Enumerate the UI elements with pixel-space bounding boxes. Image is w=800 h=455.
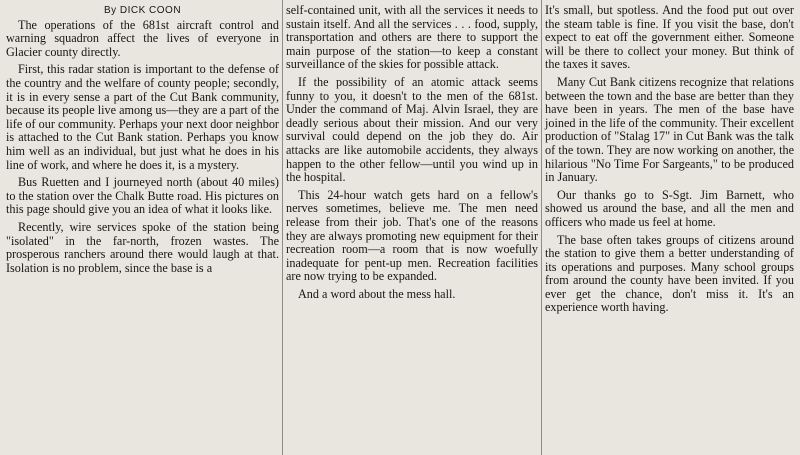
- paragraph: The base often takes groups of citizens around the station to give them a better understanding of its operations and purposes. Many school groups from around the county have been invited. If you ever get the chance, don't miss it. It's an experience worth having.: [545, 232, 794, 315]
- paragraph: self-contained unit, with all the services it needs to sustain itself. And all the services . . . food, supply, transportation and others are there to support the main purpose of the station—to keep a constant surveillance of the skies for possible attack.: [286, 3, 538, 72]
- paragraph: And a word about the mess hall.: [298, 286, 456, 301]
- column-3: [542, 0, 800, 455]
- column-2: [283, 0, 541, 455]
- paragraph: If the possibility of an atomic attack seems funny to you, it doesn't to the men of the 681st. Under the command of Maj. Alvin Israel, they are deadly serious about their mission. And our very survival could depend on the job they do. Air attacks are like automobile accidents, they always happen to the other fellow—until you wind up in the hospital.: [286, 74, 538, 185]
- paragraph: Our thanks go to S-Sgt. Jim Barnett, who showed us around the base, and all the men and officers who made us feel at home.: [545, 187, 794, 229]
- paragraph: It's small, but spotless. And the food put out over the steam table is fine. If you visit the base, don't expect to eat off the government either. Someone will be there to collect your money. But think of the taxes it saves.: [545, 3, 794, 72]
- paragraph: Bus Ruetten and I journeyed north (about 40 miles) to the station over the Chalk Butte road. His pictures on this page should give you an idea of what it looks like.: [6, 175, 279, 217]
- paragraph: The operations of the 681st aircraft control and warning squadron affect the lives of everyone in Glacier county directly.: [6, 17, 279, 59]
- paragraph: First, this radar station is important to the defense of the country and the welfare of county people; secondly, it is in every sense a part of the Cut Bank community, because its people live among us—they are a part of the life of our community. Perhaps your next door neighbor is attached to the Cut Bank station. Perhaps you know him well as an individual, but just what he does in his line of work, and where he does it, is a mystery.: [6, 62, 279, 172]
- column-1: [0, 0, 282, 455]
- paragraph: Recently, wire services spoke of the station being "isolated" in the far-north, frozen wastes. The prosperous ranchers around there would laugh at that. Isolation is no problem, since the base is a: [6, 219, 279, 275]
- byline: By DICK COON: [103, 5, 182, 16]
- paragraph: This 24-hour watch gets hard on a fellow's nerves sometimes, believe me. The men need release from their job. That's one of the reasons they are always promoting new equipment for their recreation room—a room that is now woefully inadequate for pent-up men. Recreation facilities are now trying to be expanded.: [286, 187, 538, 284]
- paragraph: Many Cut Bank citizens recognize that relations between the town and the base are better than they have been in years. The men of the base have joined in the life of the community. Their excellent production of "Stalag 17" in Cut Bank was the talk of the town. They are now working on another, the hilarious "No Time For Sargeants," to be produced in January.: [545, 74, 794, 185]
